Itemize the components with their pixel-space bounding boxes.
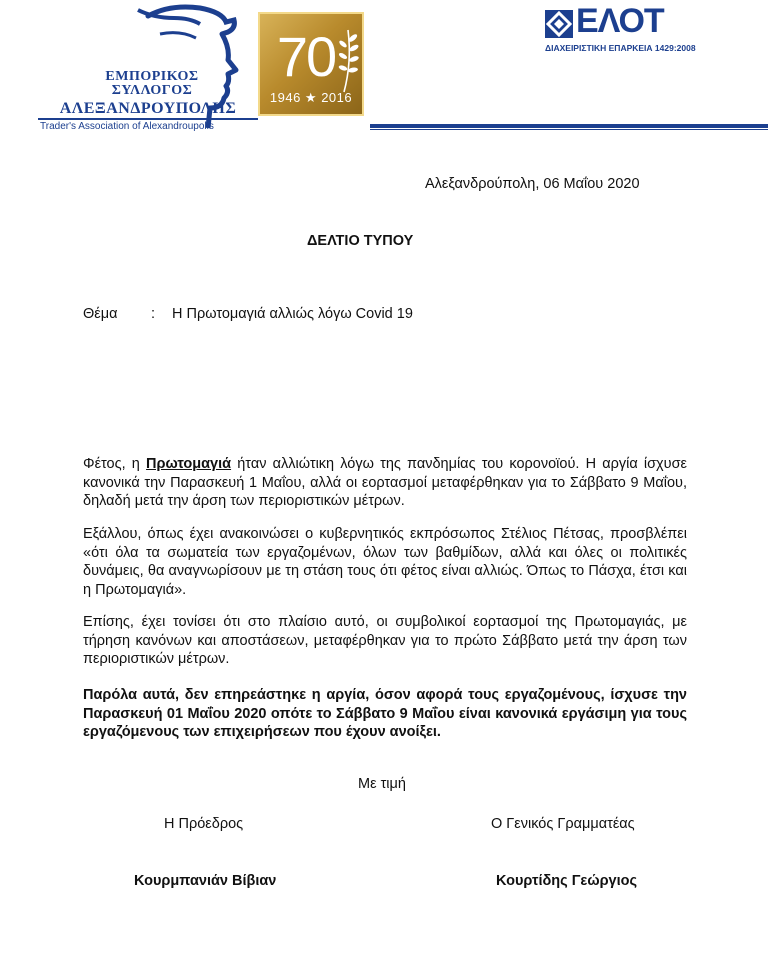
elot-subtitle: ΔΙΑΧΕΙΡΙΣΤΙΚΗ ΕΠΑΡΚΕΙΑ 1429:2008 [545, 43, 696, 53]
paragraph-4: Παρόλα αυτά, δεν επηρεάστηκε η αργία, όσον αφορά τους εργαζομένους, ίσχυσε την Παρασκευή 01 Μαΐου 2020 οπότε το Σάββατο 9 Μαΐου είναι κανονικά εργάσιμη για τους εργαζόμενους των επιχειρήσεων που έχουν ανοίξει. [83, 687, 687, 740]
paragraph-1-rest: ήταν αλλιώτικη λόγω της πανδημίας του κορονοϊού. Η αργία ίσχυσε κανονικά την Παρασκευή 1 Μαΐου, αλλά οι εορτασμοί μεταφέρθηκαν για το Σάββατο 9 Μαΐου, δηλαδή μετά την άρση των περιοριστικών μέτρων. [83, 456, 687, 509]
paragraph-1 [83, 455, 687, 511]
association-english-name: Trader's Association of Alexandroupolis [40, 121, 214, 132]
subject-separator: : [151, 306, 156, 322]
header-divider-thin [370, 129, 768, 130]
date-line: Αλεξανδρούπολη, 06 Μαΐου 2020 [425, 176, 640, 192]
signatory-left-name: Κουρμπανιάν Βίβιαν [134, 873, 277, 889]
association-name-line2: ΣΥΛΛΟΓΟΣ [111, 83, 193, 98]
association-name-line3: ΑΛΕΞΑΝΔΡΟΥΠΟΛΗΣ [38, 101, 258, 120]
elot-name: ΕΛΟΤ [576, 2, 664, 40]
header-divider [370, 124, 768, 128]
anniversary-badge [258, 12, 364, 116]
signatory-left-role: Η Πρόεδρος [164, 816, 244, 832]
document-title: ΔΕΛΤΙΟ ΤΥΠΟΥ [307, 233, 414, 249]
elot-mark-icon [545, 10, 573, 38]
subject-label: Θέμα [83, 306, 118, 322]
paragraph-2: Εξάλλου, όπως έχει ανακοινώσει ο κυβερνητικός εκπρόσωπος Στέλιος Πέτσας, προσβλέπει «ότι όλα τα σωματεία των εργαζομένων, όλων των βαθμίδων, αλλά και όλες οι πολιτικές δυνάμεις, θα αναγνωρίσουν με τη στάση τους ότι φέτος είναι αλλιώς. Όπως το Πάσχα, έτσι και η Πρωτομαγιά». [83, 526, 687, 598]
signatory-right-name: Κουρτίδης Γεώργιος [496, 873, 638, 889]
paragraph-1-intro: Φέτος, η [83, 456, 147, 472]
association-name-line1: ΕΜΠΟΡΙΚΟΣ [105, 69, 199, 84]
laurel-branch-icon [338, 28, 362, 94]
signatory-right-role: Ο Γενικός Γραμματέας [491, 816, 635, 832]
subject-text: Η Πρωτομαγιά αλλιώς λόγω Covid 19 [172, 306, 413, 322]
paragraph-1-highlight: Πρωτομαγιά [146, 456, 232, 472]
paragraph-3: Επίσης, έχει τονίσει ότι στο πλαίσιο αυτό, οι συμβολικοί εορτασμοί της Πρωτομαγιάς, με τήρηση κανόνων και αποστάσεων, μεταφέρθηκαν για το πρώτο Σάββατο μετά την άρση των περιοριστικών μέτρων. [83, 614, 687, 667]
anniversary-years: 1946 ★ 2016 [269, 90, 353, 105]
closing-salutation: Με τιμή [358, 776, 406, 792]
svg-text:70: 70 [276, 25, 336, 88]
